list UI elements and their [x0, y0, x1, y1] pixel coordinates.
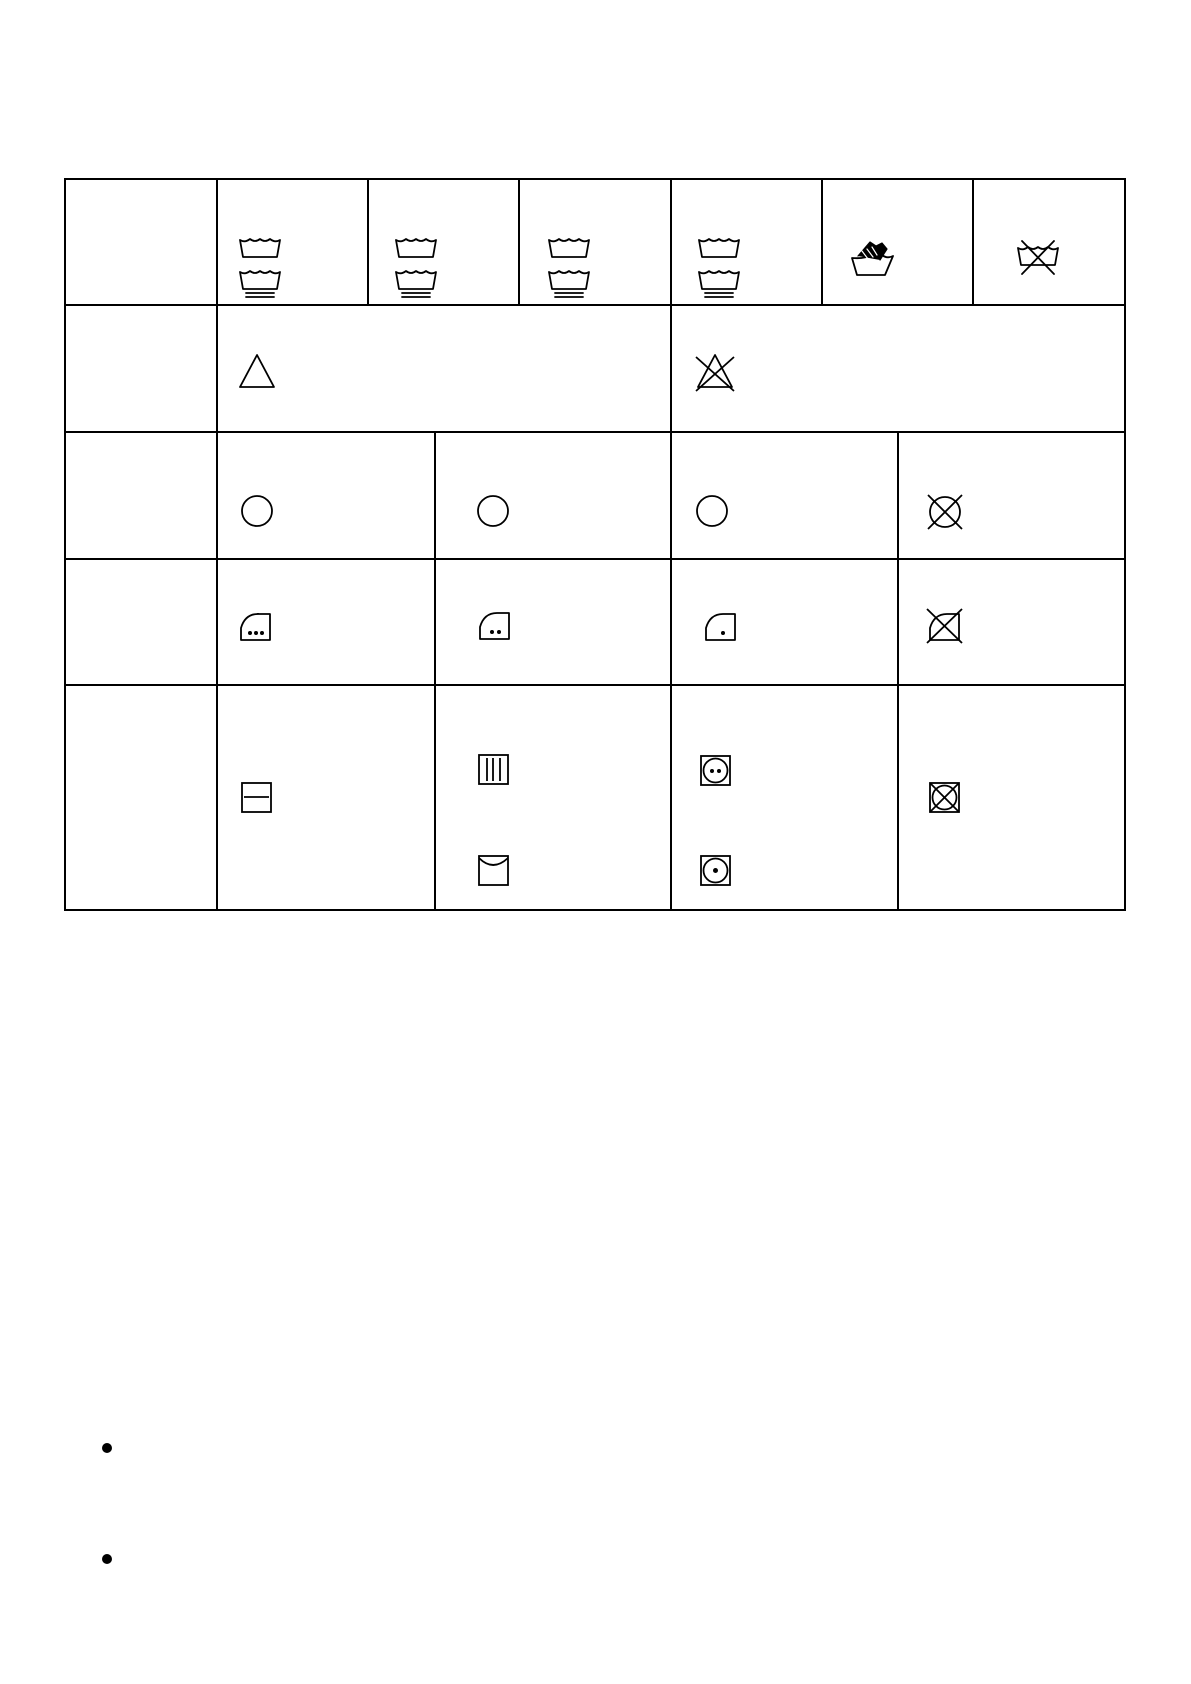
iron-medium-heat-icon — [480, 613, 509, 639]
dry-flat-icon — [242, 783, 271, 812]
dry-clean-icon — [478, 496, 508, 526]
wash-tub-gentle-icon — [699, 271, 739, 297]
wash-tub-gentle-icon — [396, 271, 436, 297]
wash-tub-icon — [396, 239, 436, 257]
dry-cleaning-row — [242, 495, 962, 529]
bullet-point — [102, 1554, 112, 1564]
do-not-wash-icon — [1018, 241, 1058, 274]
hand-wash-icon — [852, 242, 893, 275]
wash-tub-icon — [549, 239, 589, 257]
bullet-point — [102, 1443, 112, 1453]
bleaching-row — [240, 355, 734, 391]
table-grid — [65, 179, 1125, 910]
iron-high-heat-icon — [241, 613, 270, 640]
do-not-iron-icon — [927, 609, 962, 643]
wash-tub-gentle-icon — [549, 271, 589, 297]
drying-row — [242, 755, 959, 885]
do-not-tumble-dry-icon — [930, 783, 959, 812]
bleach-allowed-icon — [240, 355, 274, 387]
drip-dry-icon — [479, 755, 508, 784]
wash-tub-gentle-icon — [240, 271, 280, 297]
do-not-bleach-icon — [696, 355, 734, 391]
ironing-row — [241, 609, 962, 643]
line-dry-icon — [479, 856, 508, 885]
do-not-dry-clean-icon — [928, 495, 962, 529]
tumble-dry-normal-icon — [701, 756, 730, 785]
wash-tub-icon — [699, 239, 739, 257]
dry-clean-icon — [697, 496, 727, 526]
dry-clean-icon — [242, 496, 272, 526]
wash-tub-icon — [240, 239, 280, 257]
washing-row — [240, 239, 1058, 297]
tumble-dry-low-icon — [701, 856, 730, 885]
iron-low-heat-icon — [706, 614, 735, 640]
